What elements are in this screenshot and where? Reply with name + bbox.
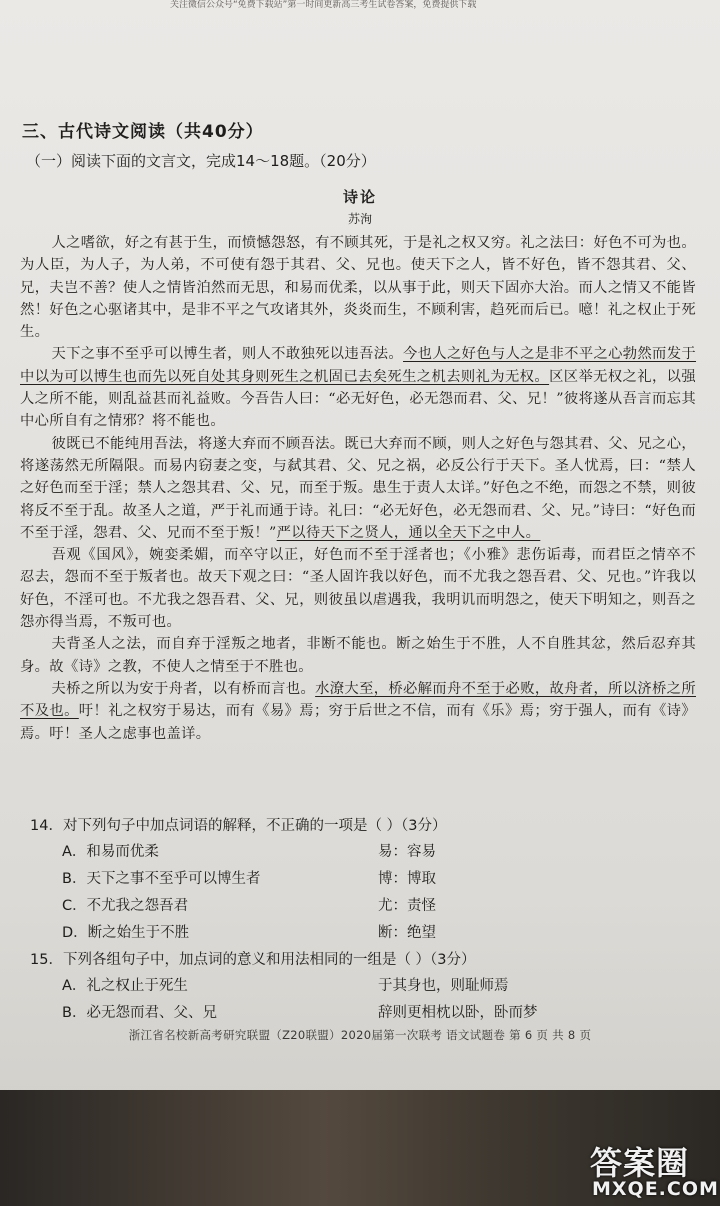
underlined-sentence-1: 今也人之好色与人之是非不平之心勃然而发于中以为可以博生也而先以死自处其身则死生之机固已去矣死生之机去则礼为无权。 [20, 346, 697, 385]
paragraph-3-text-a: 彼既已不能纯用吾法，将遂大弃而不顾吾法。既已大弃而不顾，则人之好色与怨其君、父、兄之心，将遂荡然无所隔限。而易内窃妻之变，与弑其君、父、兄之祸，必反公行于天下。圣人忧焉，曰：“禁人之好色而至于淫；禁人之怨其君、父、兄，而至于叛。患生于责人太详。”好色之不绝，而怨之不禁，则彼将反不至于乱。故圣人之道，严于礼而通于诗。礼曰：“必无好色，必无怨而君、父、兄。”诗曰：“好色而不至于淫，怨君、父、兄而不至于叛！” [20, 435, 696, 541]
paragraph-2-text-a: 天下之事不至乎可以博生者，则人不敢独死以违吾法。 [51, 346, 404, 363]
paragraph-1: 人之嗜欲，好之有甚于生，而愤憾怨怒，有不顾其死，于是礼之权又穷。礼之法曰：好色不可为也。为人臣，为人子，为人弟，不可使有怨于其君、父、兄也。使天下之人，皆不好色，皆不怨其君、父、兄，夫岂不善？使人之情皆泊然而无思，和易而优柔，以从事于此，则天下固亦大治。而人之情又不能皆然！好色之心驱诸其中，是非不平之气攻诸其外，炎炎而生，不顾利害，趋死而后已。噫！礼之权止于死生。 [20, 235, 696, 341]
paragraph-5: 夫背圣人之法，而自弃于淫叛之地者，非断不能也。断之始生于不胜，人不自胜其忿，然后忍弃其身。故《诗》之教，不使人之情至于不胜也。 [20, 636, 696, 675]
option-label: B．必无怨而君、父、兄 [62, 1005, 217, 1021]
underlined-sentence-2: 严以待天下之贤人，通以全天下之中人。 [276, 524, 541, 541]
option-gloss: 博：博取 [378, 871, 436, 887]
section-title: 三、古代诗文阅读（共40分） [22, 122, 264, 142]
page-footer: 浙江省名校新高考研究联盟（Z20联盟）2020届第一次联考 语文试题卷 第 6 页 共 8 页 [128, 1028, 592, 1042]
paragraph-2-text-b: 区区举无权之礼，以强人之所不能，则乱益甚而礼益败。今吾告人曰：“必无好色，必无怨而君、父、兄！”彼将遂从吾言而忘其中心所自有之情邪？将不能也。 [20, 368, 696, 430]
option-label: A．礼之权止于死生 [62, 978, 188, 994]
paragraph-2 [20, 343, 696, 432]
question-section [30, 813, 690, 1027]
question-15-stem: 15．下列各组句子中，加点词的意义和用法相同的一组是（ ）（3分） [30, 952, 476, 968]
paragraph-4: 吾观《国风》，婉娈柔媚，而卒守以正，好色而不至于淫者也；《小雅》悲伤诟毒，而君臣之情卒不忍去，怨而不至于叛者也。故天下观之曰：“圣人固许我以好色，而不尤我之怨吾君、父、兄也。”许我以好色，不淫可也。不尤我之怨吾君、父、兄，则彼虽以虐遇我，我明讥而明怨之，使天下明知之，则吾之怨亦得当焉，不叛可也。 [20, 547, 696, 631]
logo-en-text: MXQE.COM [592, 1178, 719, 1200]
option-gloss: 于其身也，则耻师焉 [378, 978, 509, 994]
question-14-stem: 14．对下列句子中加点词语的解释，不正确的一项是（ ）（3分） [30, 818, 447, 834]
question-15-option [30, 973, 690, 1000]
paragraph-3 [20, 433, 696, 544]
option-gloss: 易：容易 [378, 844, 436, 860]
option-gloss: 辞则更相枕以卧，卧而梦 [378, 1005, 538, 1021]
question-14-option [30, 893, 690, 920]
option-gloss: 尤：责怪 [378, 898, 436, 914]
question-14-option [30, 866, 690, 893]
underlined-sentence-3: 水潦大至，桥必解而舟不至于必败，故舟者，所以济桥之所不及也。 [20, 680, 696, 720]
passage-author: 苏洵 [347, 212, 372, 226]
paragraph-6 [20, 678, 696, 745]
question-14-option [30, 920, 690, 947]
passage-title: 诗论 [342, 188, 377, 206]
paragraph-6-text-a: 夫桥之所以为安于舟者，以有桥而言也。 [51, 680, 316, 697]
logo-cn-text: 答案圈 [590, 1144, 690, 1182]
question-15-option [30, 1000, 690, 1027]
passage-body [20, 232, 696, 745]
site-watermark-logo [586, 1138, 719, 1204]
sub-title: （一）阅读下面的文言文，完成14～18题。（20分） [26, 152, 376, 170]
option-label: D．断之始生于不胜 [62, 925, 190, 941]
question-14-option [30, 839, 690, 866]
option-label: B．天下之事不至乎可以博生者 [62, 871, 261, 887]
paragraph-6-text-b: 吁！礼之权穷于易达，而有《易》焉；穷于后世之不信，而有《乐》焉；穷于强人，而有《诗》焉。吁！圣人之虑事也盖详。 [20, 703, 696, 742]
option-gloss: 断：绝望 [378, 925, 436, 941]
header-note: 关注微信公众号“免费下载站”第一时间更新高三考生试卷答案，免费提供下载 [170, 0, 477, 10]
option-label: A．和易而优柔 [62, 844, 159, 860]
option-label: C．不尤我之怨吾君 [62, 898, 189, 914]
